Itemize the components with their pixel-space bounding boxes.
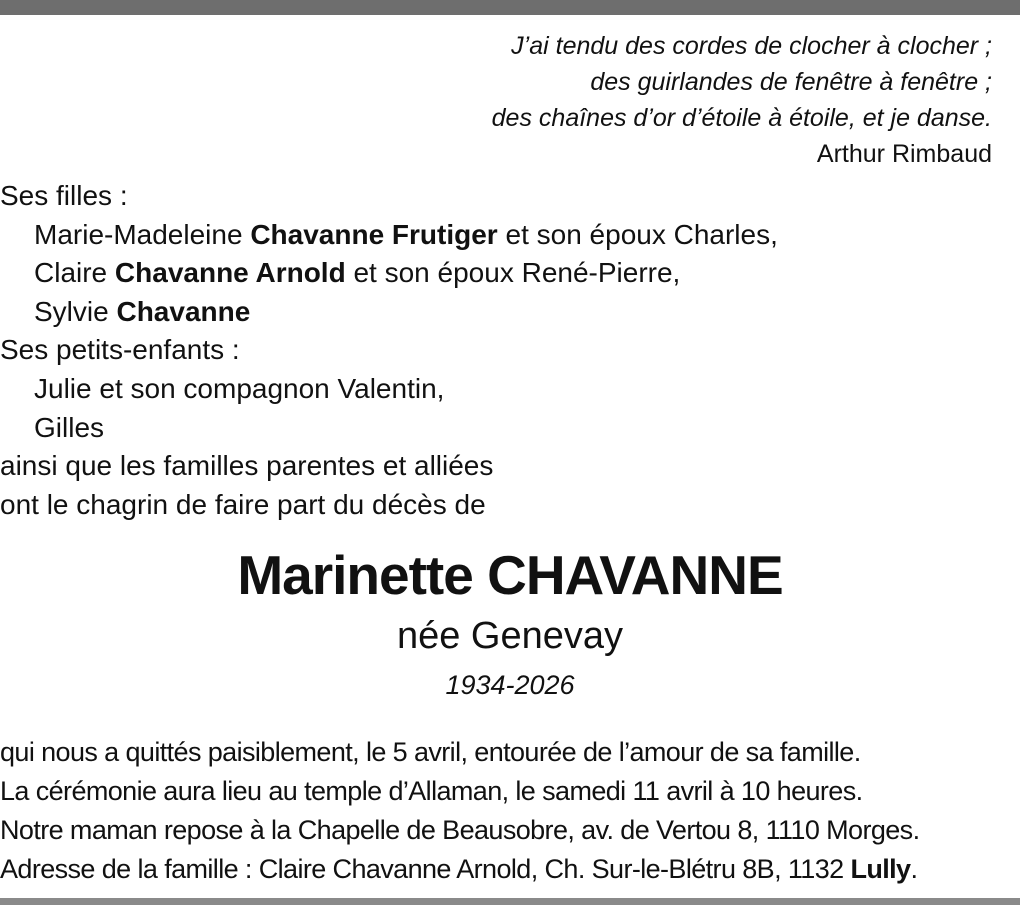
announcement-line: ont le chagrin de faire part du décès de	[0, 488, 486, 520]
epigraph-author: Arthur Rimbaud	[816, 140, 992, 168]
epigraph-line: J’ai tendu des cordes de clocher à clocher ;	[511, 32, 992, 60]
address-end: .	[910, 854, 918, 884]
details-block	[0, 733, 919, 889]
family-address-line	[0, 850, 919, 889]
daughter-entry	[0, 293, 778, 332]
address-text: Adresse de la famille : Claire Chavanne Arnold, Ch. Sur-le-Blétru 8B, 1132	[0, 854, 851, 884]
epigraph	[492, 28, 992, 172]
daughter-entry	[0, 254, 778, 293]
deceased-block	[0, 540, 1020, 705]
birth-name: née Genevay	[396, 615, 624, 657]
epigraph-line: des guirlandes de fenêtre à fenêtre ;	[590, 68, 992, 96]
details-line: Notre maman repose à la Chapelle de Beausobre, av. de Vertou 8, 1110 Morges.	[0, 815, 920, 845]
details-line: qui nous a quittés paisiblement, le 5 avril, entourée de l’amour de sa famille.	[0, 737, 861, 767]
life-years: 1934-2026	[445, 670, 575, 700]
address-locality: Lully	[850, 854, 911, 884]
daughter-entry	[0, 216, 778, 255]
epigraph-line: des chaînes d’or d’étoile à étoile, et je danse.	[491, 104, 992, 132]
details-line: La cérémonie aura lieu au temple d’Allaman, le samedi 11 avril à 10 heures.	[0, 776, 863, 806]
top-rule	[0, 0, 1020, 15]
bottom-rule	[0, 898, 1020, 905]
relatives-line: ainsi que les familles parentes et alliées	[0, 450, 494, 482]
daughters-heading: Ses filles :	[0, 180, 128, 211]
spouse-text: et son époux René-Pierre,	[345, 257, 681, 289]
first-name: Marie-Madeleine	[34, 218, 251, 250]
spouse-text: et son époux Charles,	[497, 218, 778, 250]
family-name: Chavanne Arnold	[114, 257, 346, 289]
first-name: Sylvie	[34, 295, 117, 327]
grandchildren-heading: Ses petits-enfants :	[0, 334, 240, 366]
deceased-name: Marinette CHAVANNE	[237, 544, 783, 606]
family-list	[0, 177, 778, 524]
family-name: Chavanne	[116, 295, 251, 327]
grandchild-entry: Gilles	[34, 411, 105, 443]
grandchild-entry: Julie et son compagnon Valentin,	[34, 372, 445, 404]
family-name: Chavanne Frutiger	[250, 218, 498, 250]
first-name: Claire	[34, 257, 115, 289]
